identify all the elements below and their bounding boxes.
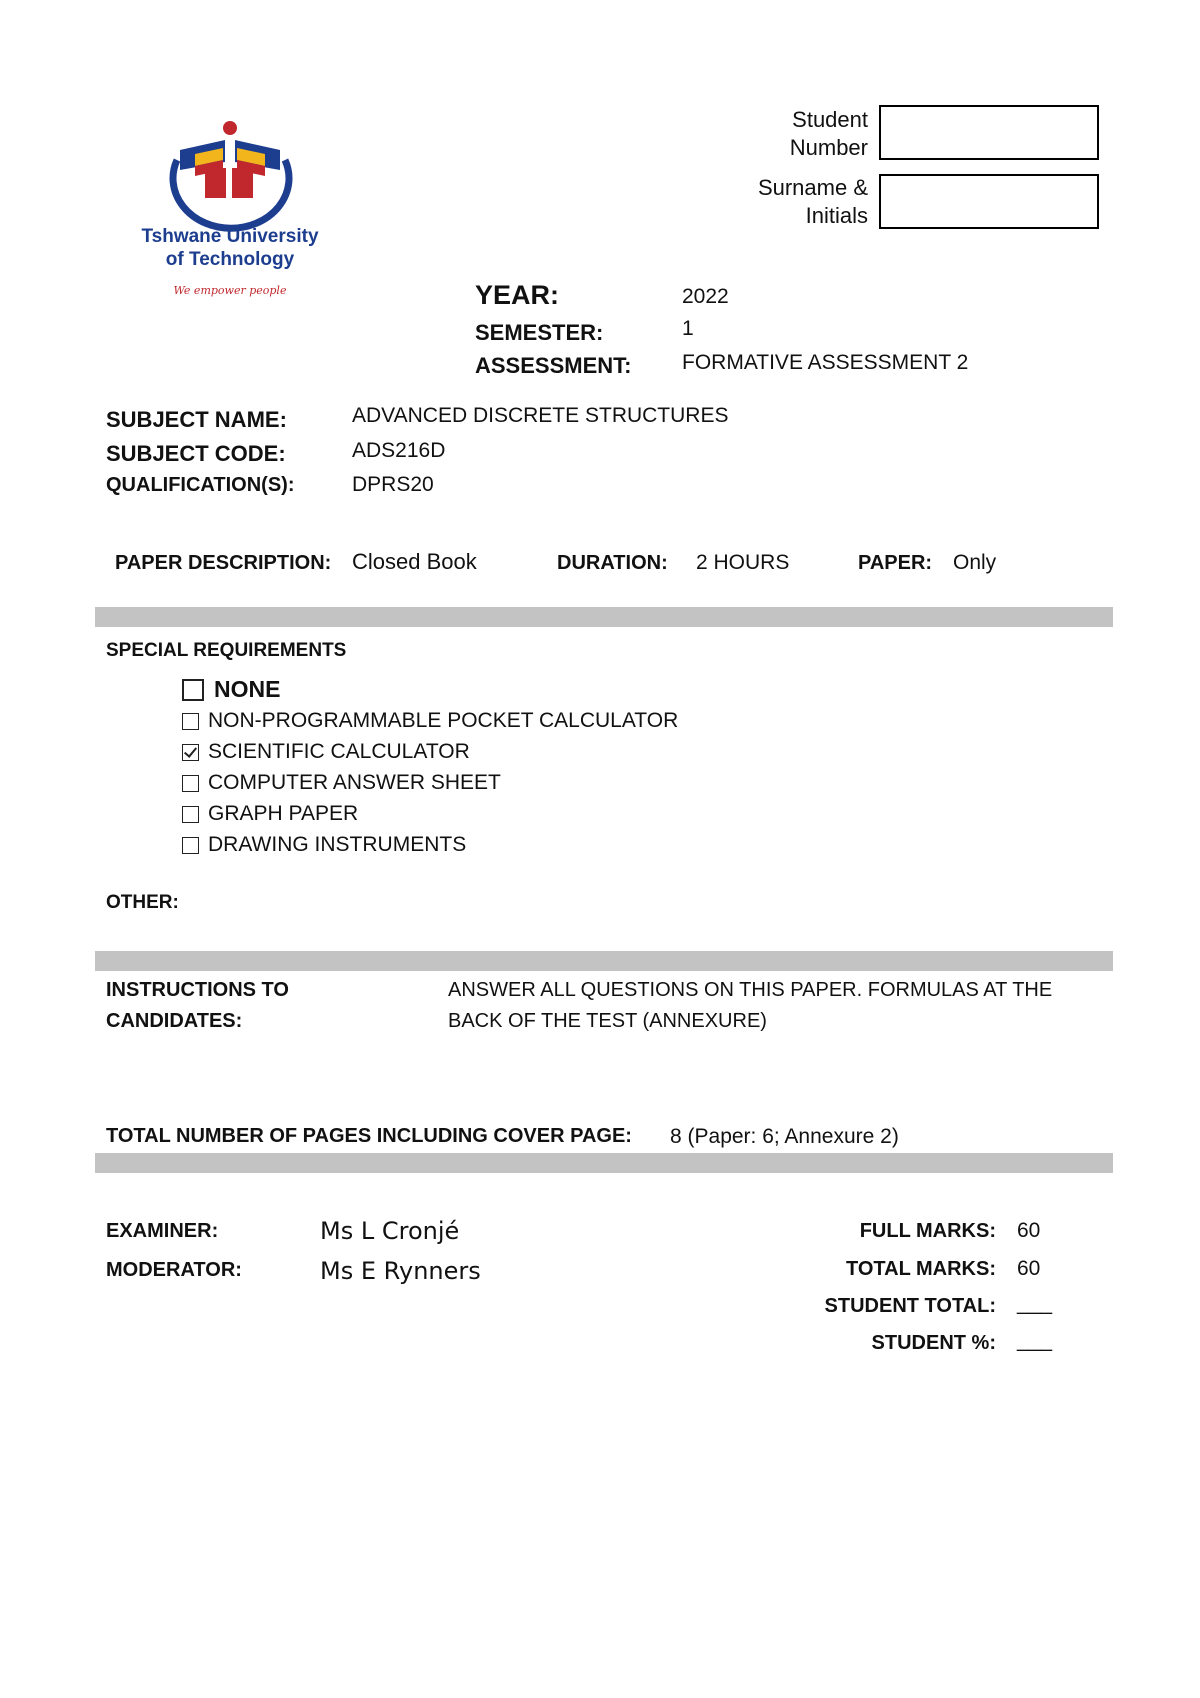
tut-logo (125, 120, 355, 300)
paper-label: PAPER: (858, 552, 933, 574)
duration-value: 2 HOURS (696, 551, 790, 574)
total-pages-value: 8 (Paper: 6; Annexure 2) (670, 1125, 899, 1148)
examiner-label: EXAMINER: (106, 1220, 219, 1242)
requirement-graph-paper (182, 802, 358, 826)
other-label: OTHER: (106, 892, 179, 913)
instructions-label-line1: INSTRUCTIONS TO (106, 979, 289, 1001)
subject-name-label: SUBJECT NAME: (106, 407, 287, 432)
total-pages-label: TOTAL NUMBER OF PAGES INCLUDING COVER PAGE: (106, 1125, 632, 1147)
qualification-value: DPRS20 (352, 473, 434, 496)
section-divider (95, 1153, 1113, 1173)
requirement-graph-paper-label: GRAPH PAPER (208, 802, 359, 825)
checkbox-graph-paper[interactable] (182, 806, 199, 823)
checkbox-drawing-instruments[interactable] (182, 837, 199, 854)
institution-name-line2: of Technology (165, 249, 295, 270)
year-value: 2022 (682, 285, 729, 308)
year-label: YEAR: (475, 280, 560, 310)
student-total-label: STUDENT TOTAL: (824, 1295, 996, 1317)
requirement-computer-answer-sheet (182, 771, 501, 795)
student-number-label-line1: Student (792, 107, 868, 132)
requirement-non-programmable-calculator (182, 709, 678, 733)
surname-initials-box[interactable] (879, 174, 1099, 229)
requirement-scientific-calculator-label: SCIENTIFIC CALCULATOR (208, 740, 470, 763)
examiner-value: Ms L Cronjé (320, 1217, 460, 1245)
requirement-drawing-instruments-label: DRAWING INSTRUMENTS (208, 833, 467, 856)
subject-code-value: ADS216D (352, 439, 446, 462)
student-percent-label: STUDENT %: (871, 1332, 996, 1354)
moderator-value: Ms E Rynners (320, 1257, 481, 1285)
student-number-box[interactable] (879, 105, 1099, 160)
requirement-drawing-instruments (182, 833, 466, 857)
institution-name-line1: Tshwane University (141, 226, 319, 247)
instructions-text-line2: BACK OF THE TEST (ANNEXURE) (448, 1010, 767, 1032)
paper-value: Only (953, 551, 997, 574)
checkbox-none[interactable] (182, 679, 204, 701)
requirement-non-programmable-calculator-label: NON-PROGRAMMABLE POCKET CALCULATOR (208, 709, 679, 732)
requirement-none-label: NONE (214, 676, 281, 702)
paper-description-value: Closed Book (352, 549, 477, 574)
assessment-value: FORMATIVE ASSESSMENT 2 (682, 351, 969, 374)
requirement-scientific-calculator (182, 740, 470, 764)
instructions-text-line1: ANSWER ALL QUESTIONS ON THIS PAPER. FORMULAS AT THE (448, 979, 1053, 1001)
paper-description-label: PAPER DESCRIPTION: (115, 552, 332, 574)
student-percent-value[interactable]: ___ (1017, 1329, 1053, 1352)
duration-label: DURATION: (557, 552, 668, 574)
student-total-value[interactable]: ___ (1017, 1292, 1053, 1315)
total-marks-label: TOTAL MARKS: (846, 1258, 996, 1280)
semester-value: 1 (682, 317, 694, 340)
surname-initials-label-line1: Surname & (757, 175, 868, 200)
checkbox-computer-answer-sheet[interactable] (182, 775, 199, 792)
instructions-label-line2: CANDIDATES: (106, 1010, 243, 1032)
surname-initials-label-line2: Initials (805, 203, 868, 228)
full-marks-value: 60 (1017, 1219, 1041, 1242)
total-marks-value: 60 (1017, 1257, 1041, 1280)
checkbox-scientific-calculator[interactable] (182, 744, 199, 761)
assessment-label: ASSESSMENT: (475, 353, 632, 378)
institution-name (130, 225, 330, 271)
requirement-computer-answer-sheet-label: COMPUTER ANSWER SHEET (208, 771, 501, 794)
instructions-text (448, 975, 1052, 1037)
section-divider (95, 951, 1113, 971)
subject-code-label: SUBJECT CODE: (106, 441, 286, 466)
section-divider (95, 607, 1113, 627)
institution-tagline: We empower people (173, 284, 287, 297)
moderator-label: MODERATOR: (106, 1259, 242, 1281)
subject-name-value: ADVANCED DISCRETE STRUCTURES (352, 404, 729, 427)
checkbox-non-programmable-calculator[interactable] (182, 713, 199, 730)
surname-initials-label (688, 174, 868, 230)
special-requirements-title: SPECIAL REQUIREMENTS (106, 640, 347, 661)
requirement-none (182, 676, 280, 703)
semester-label: SEMESTER: (475, 320, 604, 345)
student-number-label-line2: Number (789, 135, 868, 160)
instructions-label (106, 975, 289, 1037)
qualification-label: QUALIFICATION(S): (106, 474, 295, 496)
full-marks-label: FULL MARKS: (859, 1220, 996, 1242)
student-number-label (688, 106, 868, 162)
